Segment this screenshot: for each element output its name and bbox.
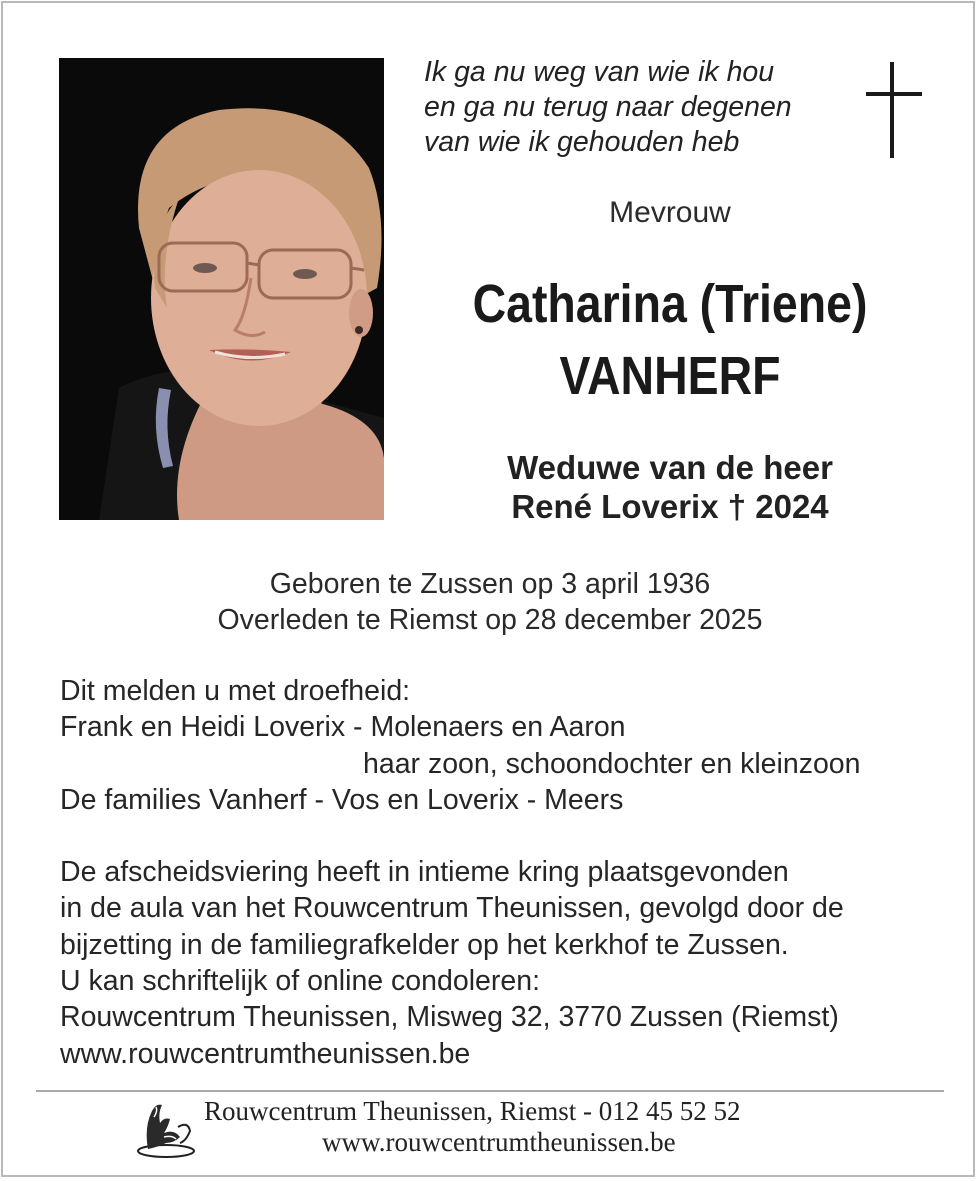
funeral-home-footer <box>204 1096 904 1158</box>
family-line: Frank en Heidi Loverix - Molenaers en Aaron <box>60 711 626 744</box>
cross-icon <box>866 62 922 158</box>
portrait-photo <box>59 58 384 520</box>
family-relation: haar zoon, schoondochter en kleinzoon <box>363 747 861 780</box>
announcement-text <box>60 673 930 1072</box>
honorific: Mevrouw <box>609 196 731 229</box>
funeral-home-contact: Rouwcentrum Theunissen, Riemst - 012 45 52 52 <box>204 1096 741 1126</box>
ceremony-line: in de aula van het Rouwcentrum Theunissen, gevolgd door de <box>60 892 844 925</box>
death-date: Overleden te Riemst op 28 december 2025 <box>217 604 763 636</box>
ceremony-line: Rouwcentrum Theunissen, Misweg 32, 3770 Zussen (Riemst) <box>60 1001 839 1034</box>
ceremony-line: De afscheidsviering heeft in intieme kring plaatsgevonden <box>60 856 789 889</box>
website-link[interactable]: www.rouwcentrumtheunissen.be <box>60 1037 471 1070</box>
memorial-poem <box>424 55 854 160</box>
ceremony-line: U kan schriftelijk of online condoleren: <box>60 965 541 998</box>
widow-statement <box>400 448 940 526</box>
portrait-illustration <box>59 58 384 520</box>
widow-line: Weduwe van de heer <box>507 449 833 486</box>
deceased-name <box>438 268 902 412</box>
deceased-first-name: Catharina (Triene) <box>472 274 868 334</box>
poem-line: Ik ga nu weg van wie ik hou <box>424 56 775 88</box>
funeral-home-website[interactable]: www.rouwcentrumtheunissen.be <box>322 1127 676 1157</box>
footer-divider <box>36 1090 944 1092</box>
announcement-intro: Dit melden u met droefheid: <box>60 675 411 707</box>
funeral-home-logo-icon <box>134 1097 198 1159</box>
spacer <box>60 818 930 854</box>
family-line: De families Vanherf - Vos en Loverix - Meers <box>60 783 624 816</box>
ceremony-line: bijzetting in de familiegrafkelder op het kerkhof te Zussen. <box>60 928 789 961</box>
life-dates <box>0 566 980 638</box>
widow-line: René Loverix † 2024 <box>511 488 829 525</box>
deceased-last-name: VANHERF <box>559 346 781 406</box>
poem-line: en ga nu terug naar degenen <box>424 91 792 123</box>
birth-date: Geboren te Zussen op 3 april 1936 <box>269 568 711 600</box>
poem-line: van wie ik gehouden heb <box>424 126 740 158</box>
